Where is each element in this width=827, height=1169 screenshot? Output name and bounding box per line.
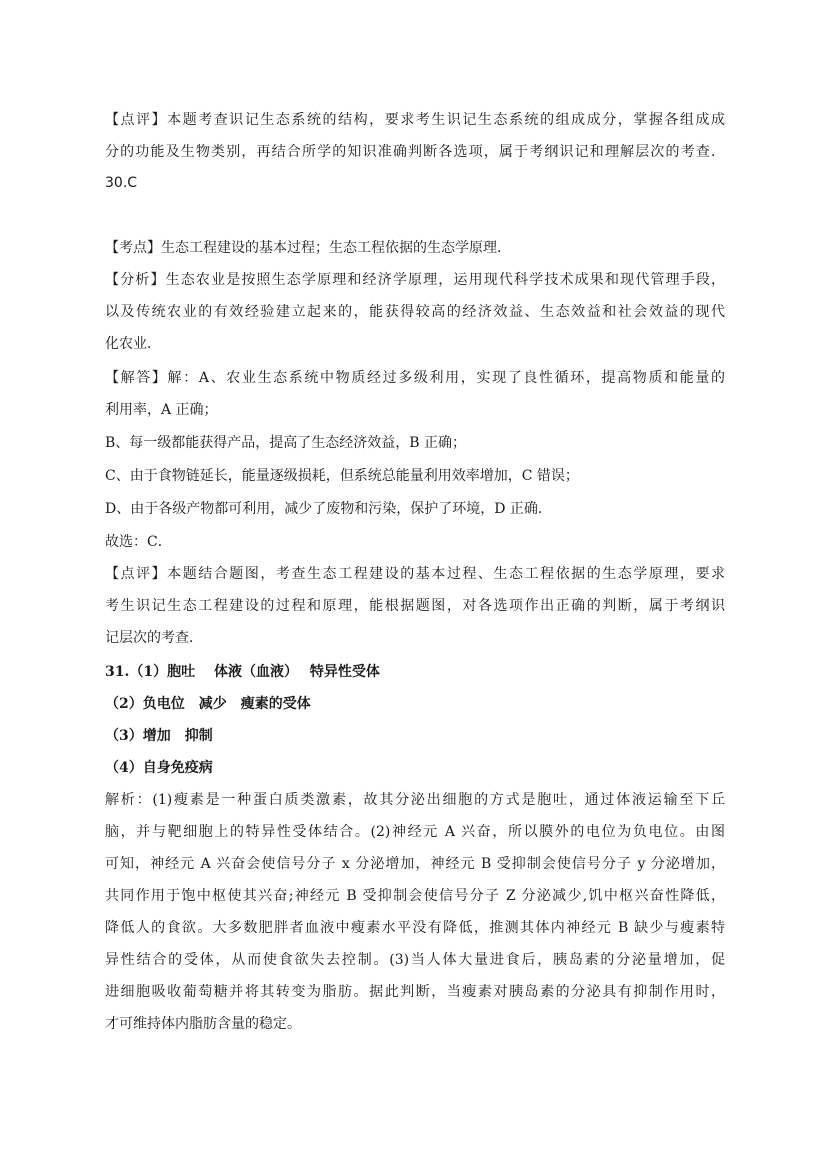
q30-review-line-2: 考生识记生态工程建设的过程和原理，能根据题图，对各选项作出正确的判断，属于考纲识 xyxy=(105,598,725,614)
q31-answer-4: （4）自身免疫病 xyxy=(105,760,213,776)
q31-answer-1: 31.（1）胞吐 体液（血液） 特异性受体 xyxy=(105,664,380,680)
q30-analysis-line-3: 化农业． xyxy=(105,336,161,352)
q30-review-line-1: 【点评】本题结合题图，考查生态工程建设的基本过程、生态工程依据的生态学原理，要求 xyxy=(105,566,725,582)
q31-explain-line-7: 进细胞吸收葡萄糖并将其转变为脂肪。据此判断，当瘦素对胰岛素的分泌具有抑制作用时， xyxy=(105,984,725,1000)
q30-analysis-line-1: 【分析】生态农业是按照生态学原理和经济学原理，运用现代科学技术成果和现代管理手段， xyxy=(105,272,725,288)
q30-kaodian: 【考点】生态工程建设的基本过程；生态工程依据的生态学原理． xyxy=(105,240,511,256)
q30-answer-line-2: 利用率，A 正确； xyxy=(105,402,218,418)
q31-explain-line-4: 共同作用于饱中枢使其兴奋;神经元 B 受抑制会使信号分子 Z 分泌减少,饥中枢兴奋性降低， xyxy=(105,888,725,904)
q31-explain-line-5: 降低人的食欲。大多数肥胖者血液中瘦素水平没有降低，推测其体内神经元 B 缺少与瘦素特 xyxy=(105,920,725,936)
q30-option-d: D、由于各级产物都可利用，减少了废物和污染，保护了环境，D 正确． xyxy=(105,501,552,517)
q30-review-line-3: 记层次的考查． xyxy=(105,630,203,646)
question-30-number: 30.C xyxy=(105,175,138,191)
q31-explain-line-6: 异性结合的受体，从而使食欲失去控制。(3)当人体大量进食后，胰岛素的分泌量增加，促 xyxy=(105,952,725,968)
q31-answer-3: （3）增加 抑制 xyxy=(105,728,213,744)
q30-analysis-line-2: 以及传统农业的有效经验建立起来的，能获得较高的经济效益、生态效益和社会效益的现代 xyxy=(105,304,725,320)
q30-option-b: B、每一级都能获得产品，提高了生态经济效益，B 正确； xyxy=(105,435,467,451)
q31-answer-2: （2）负电位 减少 瘦素的受体 xyxy=(105,696,311,712)
review-prev-line-1: 【点评】本题考查识记生态系统的结构，要求考生识记生态系统的组成成分，掌握各组成成 xyxy=(105,112,725,128)
q30-option-c: C、由于食物链延长，能量逐级损耗，但系统总能量利用效率增加，C 错误； xyxy=(105,468,579,484)
q30-answer-line-1: 【解答】解：A、农业生态系统中物质经过多级利用，实现了良性循环，提高物质和能量的 xyxy=(105,370,725,386)
q31-explain-line-8: 才可维持体内脂肪含量的稳定。 xyxy=(105,1016,301,1032)
review-prev-line-2: 分的功能及生物类别，再结合所学的知识准确判断各选项，属于考纲识记和理解层次的考查． xyxy=(105,144,725,160)
q31-explain-line-2: 脑，并与靶细胞上的特异性受体结合。(2)神经元 A 兴奋，所以膜外的电位为负电位。由图 xyxy=(105,824,725,840)
q30-choice: 故选：C． xyxy=(105,534,172,550)
q31-explain-line-1: 解析：(1)瘦素是一种蛋白质类激素，故其分泌出细胞的方式是胞吐，通过体液运输至下丘 xyxy=(105,792,725,808)
q31-explain-line-3: 可知，神经元 A 兴奋会使信号分子 x 分泌增加，神经元 B 受抑制会使信号分子 y 分泌增加， xyxy=(105,856,725,872)
